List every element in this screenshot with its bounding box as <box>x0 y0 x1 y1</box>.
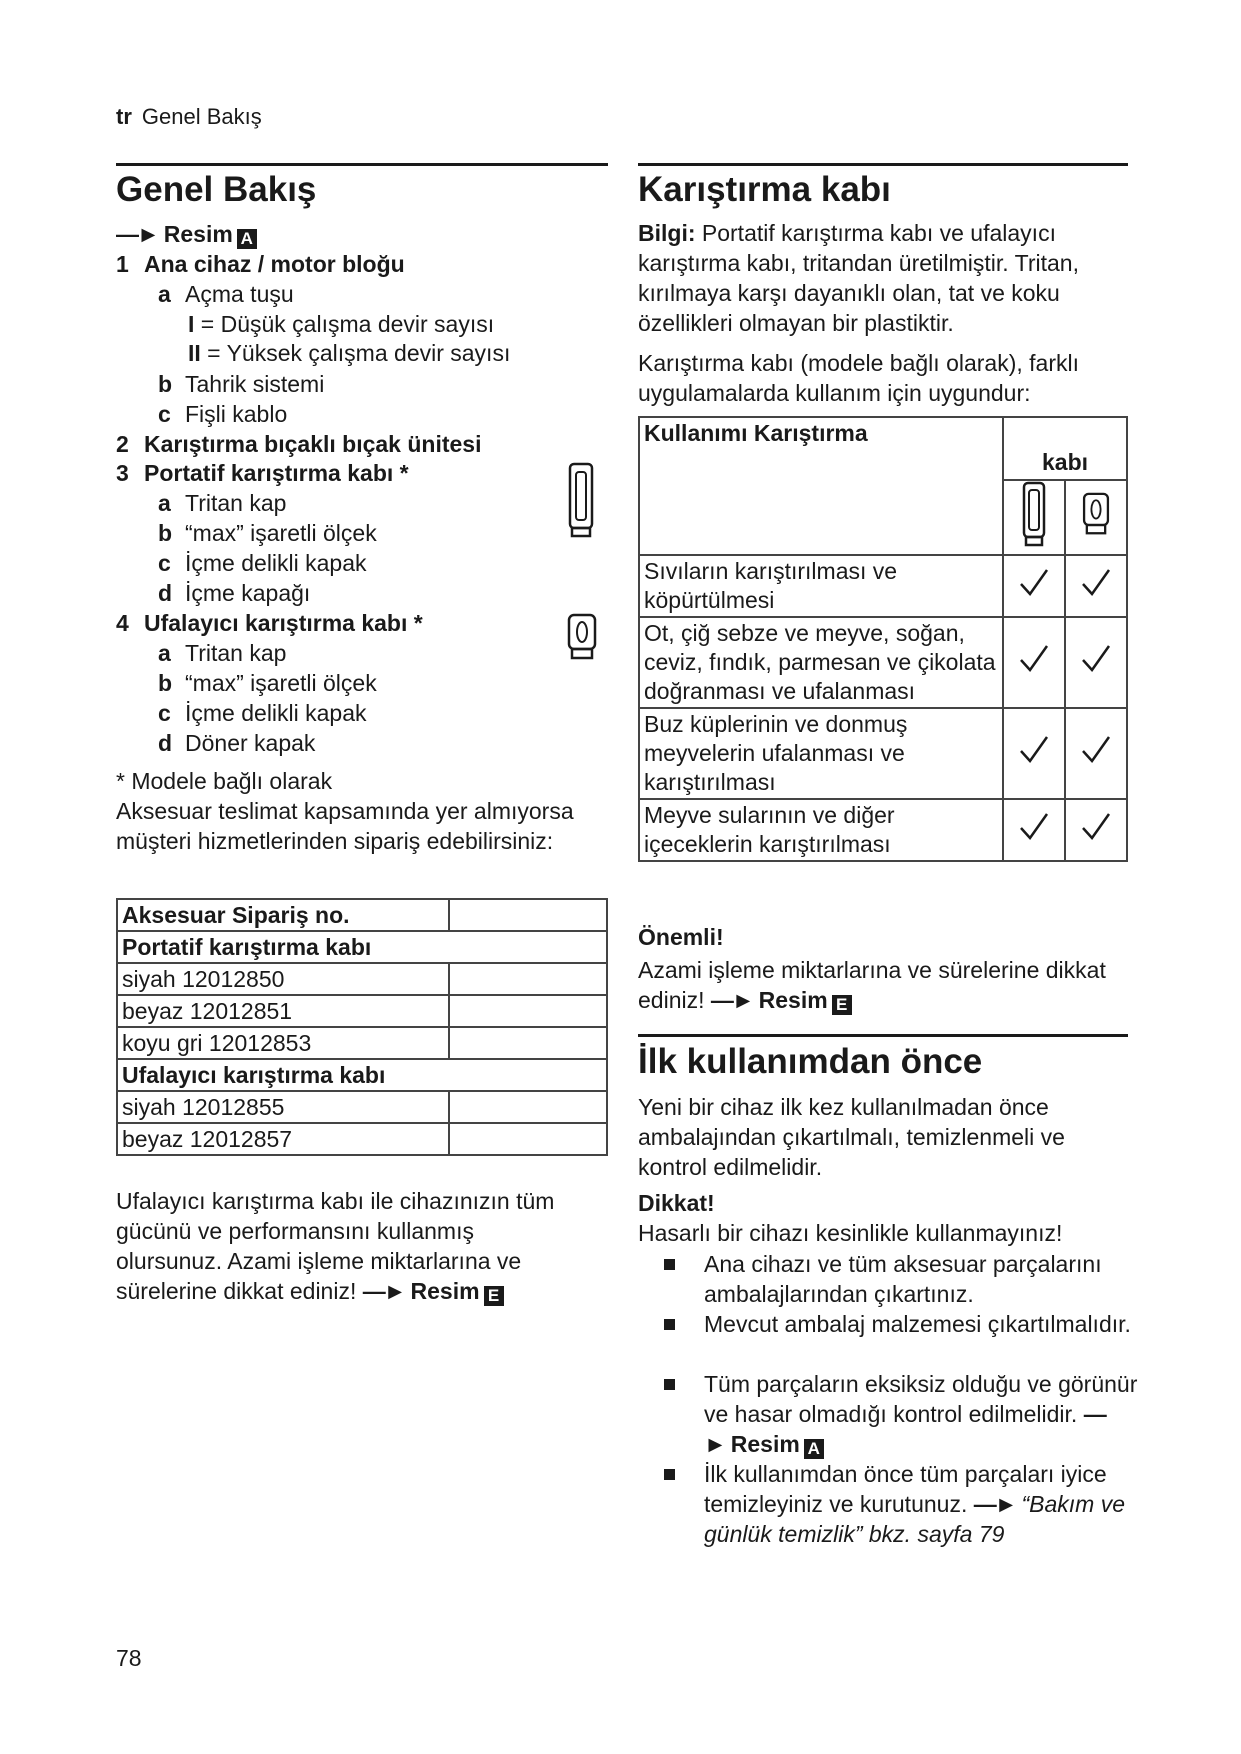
important-text: Azami işleme miktarlarına ve sürelerine dikkat ediniz! —► Resim E <box>638 957 1106 1014</box>
page-number: 78 <box>116 1645 142 1671</box>
check-icon <box>1065 555 1127 617</box>
check-icon <box>1003 708 1065 799</box>
list-item: 2 Karıştırma bıçaklı bıçak ünitesi <box>116 431 482 457</box>
table-row: siyah 12012855 <box>117 1091 607 1123</box>
chopper-bottle-icon <box>566 613 598 661</box>
table-row: Sıvıların karıştırılması ve köpürtülmesi <box>639 555 1127 617</box>
list-item: b “max” işaretli ölçek <box>158 520 377 546</box>
list-item: I = Düşük çalışma devir sayısı <box>188 311 495 337</box>
important-label: Önemli! <box>638 924 724 950</box>
accessory-table <box>116 898 608 1156</box>
list-item: b Tahrik sistemi <box>158 371 325 397</box>
list-item: Tüm parçaların eksiksiz olduğu ve görünür ve hasar olmadığı kontrol edilmelidir. —► Resim A <box>664 1369 1140 1459</box>
list-item: d İçme kapağı <box>158 580 311 606</box>
table-row: beyaz 12012857 <box>117 1123 607 1155</box>
footnote: * Modele bağlı olarak <box>116 768 333 794</box>
section-title: İlk kullanımdan önce <box>638 1042 983 1081</box>
bullet-icon <box>664 1259 675 1270</box>
bullet-icon <box>664 1379 675 1390</box>
list-item: a Tritan kap <box>158 640 287 666</box>
list-item: a Açma tuşu <box>158 281 294 307</box>
check-icon <box>1003 617 1065 708</box>
arrow-icon: —► <box>710 987 753 1013</box>
table-row: Meyve sularının ve diğer içeceklerin karıştırılması <box>639 799 1127 861</box>
header-section: Genel Bakış <box>141 104 262 129</box>
bullet-icon <box>664 1319 675 1330</box>
list-item: İlk kullanımdan önce tüm parçaları iyice temizleyiniz ve kurutunuz. —► “Bakım ve günlük temizlik” bkz. sayfa 79 <box>664 1459 1154 1549</box>
list-item: 3 Portatif karıştırma kabı * <box>116 460 409 486</box>
list-item: II = Yüksek çalışma devir sayısı <box>188 340 511 366</box>
list-item: b “max” işaretli ölçek <box>158 670 377 696</box>
list-item: c İçme delikli kapak <box>158 700 367 726</box>
list-item: c İçme delikli kapak <box>158 550 367 576</box>
bullet-icon <box>664 1469 675 1480</box>
check-icon <box>1065 799 1127 861</box>
list-item: Mevcut ambalaj malzemesi çıkartılmalıdır. <box>664 1309 1140 1339</box>
table-row: beyaz 12012851 <box>117 995 607 1027</box>
arrow-icon: —► <box>116 221 158 247</box>
caution-text: Hasarlı bir cihazı kesinlikle kullanmayınız! <box>638 1220 1063 1246</box>
list-item: Ana cihazı ve tüm aksesuar parçalarını ambalajlarından çıkartınız. <box>664 1249 1140 1309</box>
portable-bottle-icon <box>1019 481 1049 547</box>
figure-letter-badge: E <box>832 995 852 1015</box>
check-icon <box>1065 617 1127 708</box>
figure-reference: —► Resim A <box>116 219 257 249</box>
usage-intro: Karıştırma kabı (modele bağlı olarak), farklı uygulamalarda kullanım için uygundur: <box>638 350 1079 406</box>
check-icon <box>1003 799 1065 861</box>
arrow-icon: —► <box>973 1491 1016 1517</box>
table-row: koyu gri 12012853 <box>117 1027 607 1059</box>
usage-table <box>638 416 1128 862</box>
running-header <box>116 104 262 130</box>
list-item: 1 Ana cihaz / motor bloğu <box>116 251 405 277</box>
arrow-icon: —► <box>362 1278 405 1304</box>
page-title: Genel Bakış <box>116 170 317 209</box>
figure-letter-badge: E <box>484 1286 504 1306</box>
list-item: c Fişli kablo <box>158 401 288 427</box>
list-item: d Döner kapak <box>158 730 316 756</box>
list-item: a Tritan kap <box>158 490 287 516</box>
portable-bottle-icon <box>566 462 596 538</box>
section-rule <box>638 1034 1128 1037</box>
closing-paragraph: Ufalayıcı karıştırma kabı ile cihazınızın tüm gücünü ve performansını kullanmış olursunuz. Azami işleme miktarlarına ve sürelerine dikkat ediniz! —► Resim E <box>116 1188 555 1305</box>
table-row: Kullanımı Karıştırma kabı <box>639 417 1127 480</box>
cross-reference[interactable]: “Bakım ve günlük temizlik” bkz. sayfa 79 <box>704 1491 1126 1547</box>
section-rule <box>638 163 1128 166</box>
table-row: siyah 12012850 <box>117 963 607 995</box>
check-icon <box>1065 708 1127 799</box>
table-row: Buz küplerinin ve donmuş meyvelerin ufalanması ve karıştırılması <box>639 708 1127 799</box>
check-icon <box>1003 555 1065 617</box>
caution-label: Dikkat! <box>638 1190 715 1216</box>
arrow-icon: —► <box>704 1401 1105 1457</box>
figure-letter-badge: A <box>237 229 257 249</box>
section-rule <box>116 163 608 166</box>
table-row: Ufalayıcı karıştırma kabı <box>117 1059 607 1091</box>
figure-letter-badge: A <box>804 1439 824 1459</box>
section-title: Karıştırma kabı <box>638 170 891 209</box>
table-row: Portatif karıştırma kabı <box>117 931 607 963</box>
first-use-paragraph: Yeni bir cihaz ilk kez kullanılmadan önce ambalajından çıkartılmalı, temizlenmeli ve kontrol edilmelidir. <box>638 1094 1065 1180</box>
table-row: Ot, çiğ sebze ve meyve, soğan, ceviz, fındık, parmesan ve çikolata doğranması ve ufalanması <box>639 617 1127 708</box>
accessory-intro: Aksesuar teslimat kapsamında yer almıyorsa müşteri hizmetlerinden sipariş edebilirsiniz: <box>116 798 574 854</box>
list-item: 4 Ufalayıcı karıştırma kabı * <box>116 610 423 636</box>
chopper-bottle-icon <box>1081 492 1111 536</box>
info-paragraph: Bilgi: Portatif karıştırma kabı ve ufalayıcı karıştırma kabı, tritandan üretilmiştir. Tritan, kırılmaya karşı dayanıklı olan, tat ve koku özellikleri olmayan bir plastiktir. <box>638 220 1079 336</box>
table-row: Aksesuar Sipariş no. <box>117 899 607 931</box>
language-code: tr <box>116 104 132 129</box>
